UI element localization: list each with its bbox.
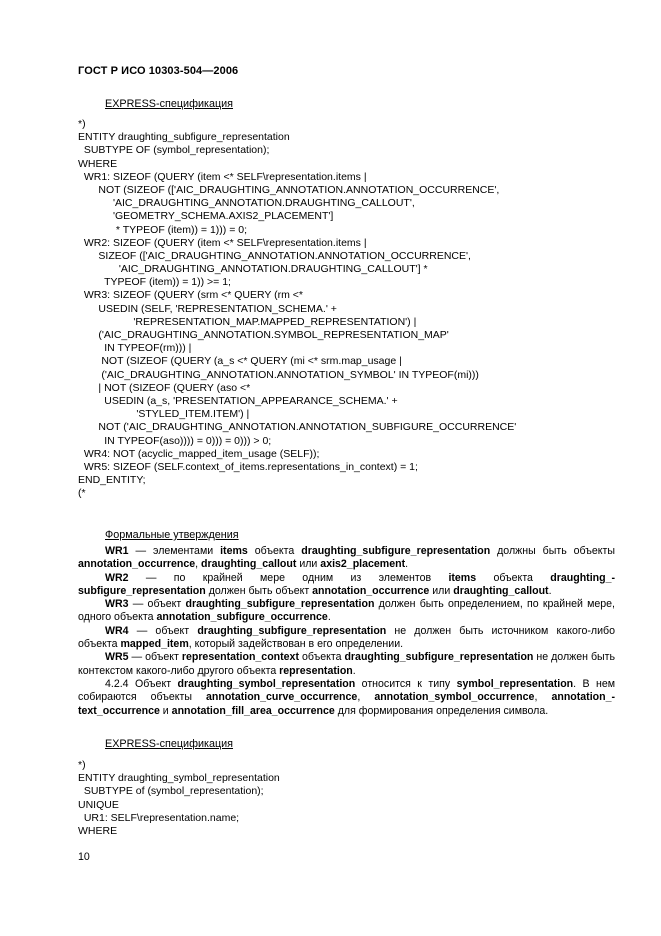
code-line: IN TYPEOF(aso)))) = 0))) = 0))) > 0; bbox=[78, 434, 272, 447]
code-line: 'AIC_DRAUGHTING_ANNOTATION.DRAUGHTING_CALLOUT', bbox=[78, 197, 415, 210]
code-line: | NOT (SIZEOF (QUERY (aso <* bbox=[78, 381, 251, 394]
code-line: WR2: SIZEOF (QUERY (item <* SELF\representation.items | bbox=[78, 236, 367, 249]
code-line: ('AIC_DRAUGHTING_ANNOTATION.ANNOTATION_SYMBOL' IN TYPEOF(mi))) bbox=[78, 368, 479, 381]
express-specification-heading-2: EXPRESS-спецификация bbox=[105, 738, 234, 750]
code-line: 'AIC_DRAUGHTING_ANNOTATION.DRAUGHTING_CALLOUT'] * bbox=[78, 263, 428, 276]
code-line: USEDIN (a_s, 'PRESENTATION_APPEARANCE_SCHEMA.' + bbox=[78, 394, 398, 407]
code-line: NOT (SIZEOF (QUERY (a_s <* QUERY (mi <* srm.map_usage | bbox=[78, 355, 402, 368]
code-line: WR1: SIZEOF (QUERY (item <* SELF\representation.items | bbox=[78, 170, 367, 183]
code-line: UNIQUE bbox=[78, 798, 119, 811]
code-line: WR4: NOT (acyclic_mapped_item_usage (SELF)); bbox=[78, 447, 320, 460]
express-code-block-1 bbox=[78, 118, 621, 500]
formal-propositions-heading: Формальные утверждения bbox=[105, 529, 239, 541]
code-line: 'STYLED_ITEM.ITEM') | bbox=[78, 408, 250, 421]
rule-wr5: WR5 — объект representation_context объекта draughting_subfigure_representation не должен быть контекстом какого-либо другого объекта representation. bbox=[78, 651, 615, 677]
rule-wr2-cont: subfigure_representation должен быть объект annotation_occurrence или draughting_callout. bbox=[78, 584, 552, 597]
code-line: ('AIC_DRAUGHTING_ANNOTATION.SYMBOL_REPRESENTATION_MAP' bbox=[78, 329, 449, 341]
code-line: 'GEOMETRY_SCHEMA.AXIS2_PLACEMENT'] bbox=[78, 210, 334, 223]
code-line: UR1: SELF\representation.name; bbox=[78, 811, 240, 824]
express-specification-heading: EXPRESS-спецификация bbox=[105, 98, 234, 110]
code-line: WHERE bbox=[78, 157, 118, 170]
code-line: ENTITY draughting_symbol_representation bbox=[78, 772, 280, 785]
code-line: NOT ('AIC_DRAUGHTING_ANNOTATION.ANNOTATION_SUBFIGURE_OCCURRENCE' bbox=[78, 421, 517, 434]
code-line: NOT (SIZEOF (['AIC_DRAUGHTING_ANNOTATION.ANNOTATION_OCCURRENCE', bbox=[78, 183, 500, 196]
page-number: 10 bbox=[78, 851, 90, 863]
express-code-block-2 bbox=[78, 759, 621, 838]
document-header: ГОСТ Р ИСО 10303-504—2006 bbox=[78, 65, 239, 77]
code-line: SUBTYPE of (symbol_representation); bbox=[78, 785, 264, 798]
formal-propositions bbox=[78, 545, 615, 718]
code-line: ENTITY draughting_subfigure_representation bbox=[78, 131, 290, 144]
code-line: USEDIN (SELF, 'REPRESENTATION_SCHEMA.' + bbox=[78, 302, 337, 315]
code-line: WHERE bbox=[78, 824, 118, 837]
rule-wr1: WR1 — элементами items объекта draughting_subfigure_representation должны быть объекты annotation_occurrence, draughting_callout или axis2_placement. bbox=[78, 545, 616, 571]
code-line: *) bbox=[78, 118, 86, 130]
code-line: *) bbox=[78, 759, 86, 771]
code-line: SUBTYPE OF (symbol_representation); bbox=[78, 144, 270, 157]
code-line: TYPEOF (item)) = 1)) >= 1; bbox=[78, 276, 231, 289]
clause-4-2-4: 4.2.4 Объект draughting_symbol_representation относится к типу symbol_representation. В нем собираются объекты annotation_curve_occurrence, annotation_symbol_occurrence, annotation_-text_occurrence и annotation_fill_area_occurrence для формирования определения символа. bbox=[78, 677, 616, 717]
rule-wr3: WR3 — объект draughting_subfigure_representation должен быть определением, по крайней мере, одного объекта annotation_subfigure_occurrence. bbox=[78, 598, 615, 624]
code-line: 'REPRESENTATION_MAP.MAPPED_REPRESENTATION') | bbox=[78, 315, 417, 328]
code-line: (* bbox=[78, 487, 86, 500]
code-line: IN TYPEOF(rm))) | bbox=[78, 342, 192, 355]
code-line: * TYPEOF (item)) = 1))) = 0; bbox=[78, 223, 248, 236]
code-line: SIZEOF (['AIC_DRAUGHTING_ANNOTATION.ANNOTATION_OCCURRENCE', bbox=[78, 249, 471, 262]
rule-wr4: WR4 — объект draughting_subfigure_representation не должен быть источником какого-либо объекта mapped_item, который задействован в его определении. bbox=[78, 624, 615, 651]
code-line: END_ENTITY; bbox=[78, 474, 146, 487]
rule-wr2: WR2 — по крайней мере одним из элементов items объекта draughting_- bbox=[105, 571, 615, 584]
code-line: WR5: SIZEOF (SELF.context_of_items.representations_in_context) = 1; bbox=[78, 460, 418, 473]
code-line: WR3: SIZEOF (QUERY (srm <* QUERY (rm <* bbox=[78, 289, 304, 302]
